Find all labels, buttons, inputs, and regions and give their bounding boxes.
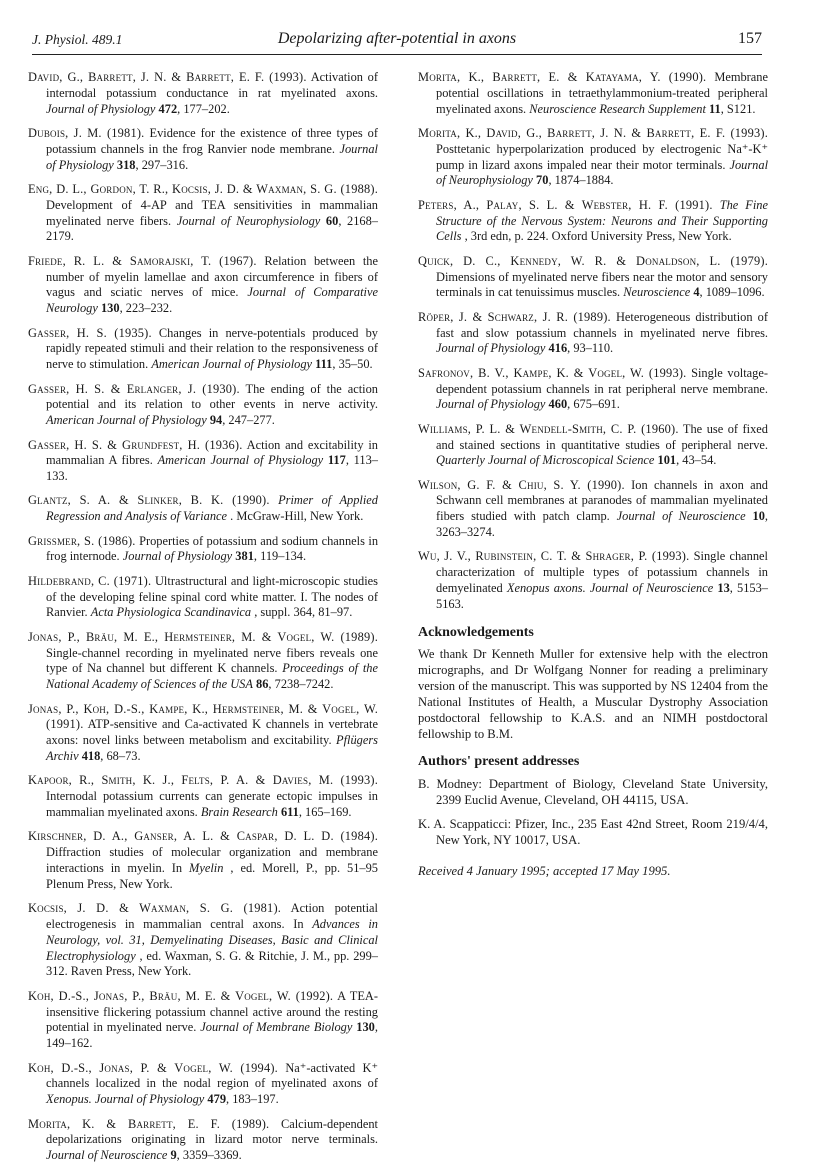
reference-journal: Xenopus. Journal of Physiology (46, 1092, 205, 1107)
reference-journal: Pflügers Archiv (46, 733, 378, 764)
reference-pages: , 165–169. (298, 805, 352, 819)
reference-title: Dimensions of myelinated nerve fibers near the motor and sensory terminals in cat tenuissimus muscles. (436, 269, 768, 300)
reference-title: Membrane potential oscillations in tetraethylammonium-treated peripheral myelinated axons. (436, 70, 768, 116)
reference-authors: Jonas, P., Koh, D.-S., Kampe, K., Hermsteiner, M. & Vogel, W. (1991). (28, 701, 378, 732)
reference-journal: Journal of Membrane Biology (200, 1020, 353, 1035)
reference-journal: Journal of Physiology (46, 141, 378, 172)
reference-title: Heterogeneous distribution of fast and slow potassium channels in myelinated nerve fibres. (436, 309, 768, 340)
reference-entry (418, 126, 768, 189)
reference-journal: Journal of Physiology (436, 341, 546, 356)
reference-volume: 117 (327, 453, 346, 468)
reference-title: The ending of the action potential and its relation to other events in nerve activity. (46, 381, 378, 412)
reference-pages: , 247–277. (222, 413, 275, 428)
reference-authors: Kirschner, D. A., Ganser, A. L. & Caspar, D. L. D. (1984). (28, 829, 378, 844)
reference-pages: , 5153–5163. (436, 581, 768, 611)
reference-authors: Eng, D. L., Gordon, T. R., Kocsis, J. D. & Waxman, S. G. (1988). (28, 181, 378, 196)
reference-entry (418, 254, 768, 301)
reference-authors: Safronov, B. V., Kampe, K. & Vogel, W. (1993). (418, 365, 687, 380)
reference-pages: , 2168–2179. (46, 213, 378, 244)
reference-volume: 70 (536, 173, 549, 188)
reference-journal: Journal of Physiology (46, 101, 156, 116)
reference-authors: Röper, J. & Schwarz, J. R. (1989). (418, 309, 611, 324)
reference-entry (28, 1117, 378, 1164)
reference-pages: . McGraw-Hill, New York. (230, 509, 364, 524)
reference-entry (28, 1061, 378, 1108)
reference-pages: , 177–202. (177, 101, 230, 116)
reference-authors: Hildebrand, C. (1971). (28, 573, 152, 588)
page-number: 157 (738, 30, 762, 47)
reference-pages: , 1089–1096. (699, 285, 765, 300)
reference-authors: Glantz, S. A. & Slinker, B. K. (1990). (28, 493, 270, 508)
reference-title: Action and excitability in mammalian A fibres. (46, 437, 378, 468)
reference-title: ATP-sensitive and Ca-activated K channels in vertebrate axons: novel links between metabolism and excitability. (46, 717, 378, 748)
reference-volume: 611 (280, 805, 299, 819)
reference-volume: 130 (100, 301, 120, 316)
reference-authors: Morita, K. & Barrett, E. F. (1989). (28, 1116, 270, 1131)
reference-authors: Peters, A., Palay, S. L. & Webster, H. F. (1991). (418, 197, 713, 212)
reference-authors: Gasser, H. S. & Erlanger, J. (1930). (28, 381, 240, 396)
reference-volume: 13 (717, 581, 730, 596)
reference-authors: Friede, R. L. & Samorajski, T. (1967). (28, 253, 257, 268)
reference-pages: , 93–110. (567, 341, 614, 356)
reference-pages: , 68–73. (100, 749, 141, 764)
reference-journal: Journal of Comparative Neurology (46, 285, 378, 316)
reference-authors: Jonas, P., Bräu, M. E., Hermsteiner, M. & Vogel, W. (1989). (28, 629, 378, 644)
reference-entry (418, 366, 768, 413)
reference-journal: Acta Physiologica Scandinavica (90, 605, 252, 620)
reference-title: Activation of internodal potassium conductance in rat myelinated axons. (46, 70, 378, 100)
references-right-column (418, 70, 768, 613)
reference-entry (28, 493, 378, 525)
reference-journal: Myelin (189, 860, 224, 875)
acknowledgements-heading: Acknowledgements (418, 624, 534, 640)
reference-pages: , 1874–1884. (548, 173, 614, 188)
reference-volume: 416 (548, 341, 568, 356)
reference-entry (28, 70, 378, 117)
reference-title: Evidence for the existence of three types of potassium channels in the frog Ranvier node membrane. (46, 125, 378, 156)
reference-journal: American Journal of Physiology (46, 413, 207, 428)
reference-volume: 460 (548, 397, 568, 412)
reference-journal: Primer of Applied Regression and Analysis of Variance (46, 493, 378, 524)
reference-pages: , 223–232. (119, 301, 173, 316)
reference-title: Diffraction studies of molecular organization and membrane interactions in myelin. In (46, 845, 378, 875)
reference-authors: Wu, J. V., Rubinstein, C. T. & Shrager, P. (1993). (418, 549, 690, 564)
reference-title: Ion channels in axon and Schwann cell membranes at paranodes of mammalian myelinated fibers studied with patch clamp. (436, 477, 768, 524)
reference-entry (28, 702, 378, 765)
reference-authors: Wilson, G. F. & Chiu, S. Y. (1990). (418, 477, 625, 492)
reference-authors: Gasser, H. S. (1935). (28, 325, 152, 340)
reference-authors: Quick, D. C., Kennedy, W. R. & Donaldson, L. (1979). (418, 253, 768, 268)
reference-pages: , ed. Morell, P., pp. 51–95 Plenum Press, New York. (46, 860, 378, 891)
reference-entry (28, 326, 378, 373)
reference-volume: 11 (709, 101, 721, 116)
reference-entry (28, 773, 378, 820)
reference-title: Changes in nerve-potentials produced by rapidly repeated stimuli and their relation to the responsiveness of nerve to stimulation. (46, 325, 378, 372)
reference-title: Relation between the number of myelin lamellae and axon circumference in fibers of vagus and sciatic nerves of mice. (46, 253, 378, 300)
reference-volume: 479 (207, 1092, 227, 1107)
reference-entry (28, 829, 378, 892)
reference-pages: , 3263–3274. (436, 509, 768, 540)
reference-entry (418, 310, 768, 357)
reference-authors: Williams, P. L. & Wendell-Smith, C. P. (1960). (418, 421, 679, 436)
reference-volume: 9 (170, 1148, 177, 1163)
reference-journal: Neuroscience (623, 285, 691, 300)
reference-pages: , S121. (720, 101, 756, 116)
reference-volume: 10 (752, 509, 765, 524)
reference-authors: Morita, K., Barrett, E. & Katayama, Y. (1990). (418, 70, 707, 84)
header-rule (32, 54, 762, 55)
reference-pages: , 35–50. (332, 357, 373, 372)
reference-journal: Journal of Physiology (436, 397, 546, 412)
reference-journal: Journal of Neuroscience (616, 509, 746, 524)
reference-pages: , 149–162. (46, 1020, 378, 1051)
reference-pages: , 7238–7242. (268, 677, 334, 692)
reference-title: Action potential electrogenesis in mammalian central axons. In (46, 901, 378, 931)
reference-journal: The Fine Structure of the Nervous System: Neurons and Their Supporting Cells (436, 197, 769, 244)
reference-entry (28, 989, 378, 1052)
reference-authors: David, G., Barrett, J. N. & Barrett, E. F. (1993). (28, 70, 307, 84)
reference-journal: Xenopus axons. Journal of Neuroscience (506, 581, 714, 596)
acknowledgements-text: We thank Dr Kenneth Muller for extensive help with the electron micrographs, and Dr Wolfgang Nonner for reading a preliminary version of the manuscript. This was supported by NS 12404 from the National Institutes of Health, a Muscular Dystrophy Association postdoctoral fellowship to K.A.S. and an NIMH postdoctoral fellowship to B.M. (418, 647, 768, 742)
reference-volume: 101 (657, 453, 677, 468)
reference-authors: Kapoor, R., Smith, K. J., Felts, P. A. & Davies, M. (1993). (28, 773, 378, 788)
reference-entry (418, 198, 768, 245)
reference-pages: , 675–691. (567, 397, 620, 412)
reference-journal: Quarterly Journal of Microscopical Science (436, 453, 655, 468)
reference-volume: 4 (693, 285, 700, 300)
reference-volume: 318 (116, 157, 136, 172)
reference-pages: , suppl. 364, 81–97. (254, 605, 353, 620)
reference-authors: Grissmer, S. (1986). (28, 533, 136, 548)
reference-authors: Dubois, J. M. (1981). (28, 125, 145, 140)
reference-pages: , 113–133. (46, 453, 378, 484)
reference-title: Ultrastructural and light-microscopic studies of the developing feline spinal cord white matter. I. The nodes of Ranvier. (46, 573, 378, 620)
address-item: K. A. Scappaticci: Pfizer, Inc., 235 East 42nd Street, Room 219/4/4, New York, NY 10017, USA. (418, 817, 768, 848)
reference-title: Internodal potassium currents can generate ectopic impulses in mammalian myelinated axons. (46, 789, 378, 819)
reference-authors: Morita, K., David, G., Barrett, J. N. & Barrett, E. F. (1993). (418, 125, 768, 140)
reference-journal: Neuroscience Research Supplement (529, 101, 706, 116)
reference-entry (28, 534, 378, 566)
reference-journal: Journal of Physiology (122, 549, 233, 564)
reference-title: Development of 4-AP and TEA sensitivities in mammalian myelinated nerve fibers. (46, 197, 378, 228)
reference-entry (28, 438, 378, 485)
reference-pages: , 183–197. (226, 1092, 279, 1107)
reference-title: Na⁺-activated K⁺ channels localized in the nodal region of myelinated axons of (46, 1060, 378, 1091)
reference-journal: Advances in Neurology, vol. 31, Demyelinating Diseases, Basic and Clinical Electrophysiology (46, 916, 378, 963)
running-title: Depolarizing after-potential in axons (277, 30, 517, 47)
right-column (418, 70, 768, 880)
reference-entry (28, 901, 378, 980)
reference-volume: 94 (209, 413, 223, 428)
reference-pages: , ed. Waxman, S. G. & Ritchie, J. M., pp. 299–312. Raven Press, New York. (46, 948, 378, 979)
reference-entry (418, 70, 768, 117)
reference-authors: Koh, D.-S., Jonas, P., Bräu, M. E. & Vogel, W. (1992). (28, 988, 334, 1003)
reference-title: Properties of potassium and sodium channels in frog internode. (46, 533, 379, 564)
reference-title: A TEA-insensitive flickering potassium channel active around the resting potential in myelinated nerve. (46, 988, 378, 1035)
reference-volume: 381 (235, 549, 254, 564)
reference-authors: Kocsis, J. D. & Waxman, S. G. (1981). (28, 901, 282, 916)
address-item: B. Modney: Department of Biology, Cleveland State University, 2399 Euclid Avenue, Cleveland, OH 44115, USA. (418, 777, 768, 808)
reference-authors: Gasser, H. S. & Grundfest, H. (1936). (28, 437, 243, 452)
addresses-heading: Authors' present addresses (418, 754, 580, 770)
reference-journal: Proceedings of the National Academy of Sciences of the USA (46, 661, 378, 692)
reference-title: Calcium-dependent depolarizations originating in lizard motor nerve terminals. (46, 1116, 378, 1147)
reference-journal: American Journal of Physiology (157, 453, 324, 468)
reference-entry (418, 422, 768, 469)
reference-volume: 130 (356, 1020, 375, 1035)
reference-entry (28, 182, 378, 245)
reference-pages: , 43–54. (676, 453, 717, 468)
reference-volume: 418 (81, 749, 101, 764)
reference-pages: , 119–134. (253, 549, 307, 564)
reference-authors: Koh, D.-S., Jonas, P. & Vogel, W. (1994). (28, 1060, 278, 1075)
reference-pages: , 297–316. (135, 157, 189, 172)
reference-entry (28, 574, 378, 621)
reference-volume: 472 (158, 101, 178, 116)
reference-title: Single channel characterization of multiple types of potassium channels in demyelinated (436, 549, 768, 596)
reference-entry (418, 478, 768, 541)
reference-entry (28, 630, 378, 693)
reference-entry (28, 254, 378, 317)
reference-entry (418, 549, 768, 612)
page-header (32, 28, 762, 52)
received-date: Received 4 January 1995; accepted 17 May 1995. (418, 864, 671, 879)
references-left-column (28, 70, 378, 1173)
reference-volume: 60 (325, 213, 339, 228)
reference-title: Posttetanic hyperpolarization produced by electrogenic Na⁺-K⁺ pump in lizard axons impaled near their motor terminals. (436, 141, 768, 172)
reference-title: Single-channel recording in myelinated nerve fibers reveals one type of Na channel but different K channels. (46, 645, 378, 676)
reference-title: The use of fixed and stained sections in quantitative studies of peripheral nerve. (436, 421, 768, 452)
reference-journal: American Journal of Physiology (151, 357, 313, 372)
reference-entry (28, 382, 378, 429)
reference-journal: Brain Research (200, 805, 278, 819)
reference-pages: , 3rd edn, p. 224. Oxford University Press, New York. (464, 229, 732, 244)
reference-pages: , 3359–3369. (176, 1148, 242, 1163)
reference-journal: Journal of Neurophysiology (176, 213, 321, 228)
reference-title: Single voltage-dependent potassium channels in rat peripheral nerve membrane. (436, 365, 768, 396)
reference-entry (28, 126, 378, 173)
reference-journal: Journal of Neuroscience (46, 1148, 168, 1163)
reference-volume: 111 (315, 357, 333, 372)
journal-ref: J. Physiol. 489.1 (32, 32, 123, 47)
reference-journal: Journal of Neurophysiology (436, 157, 769, 188)
reference-volume: 86 (256, 677, 269, 692)
